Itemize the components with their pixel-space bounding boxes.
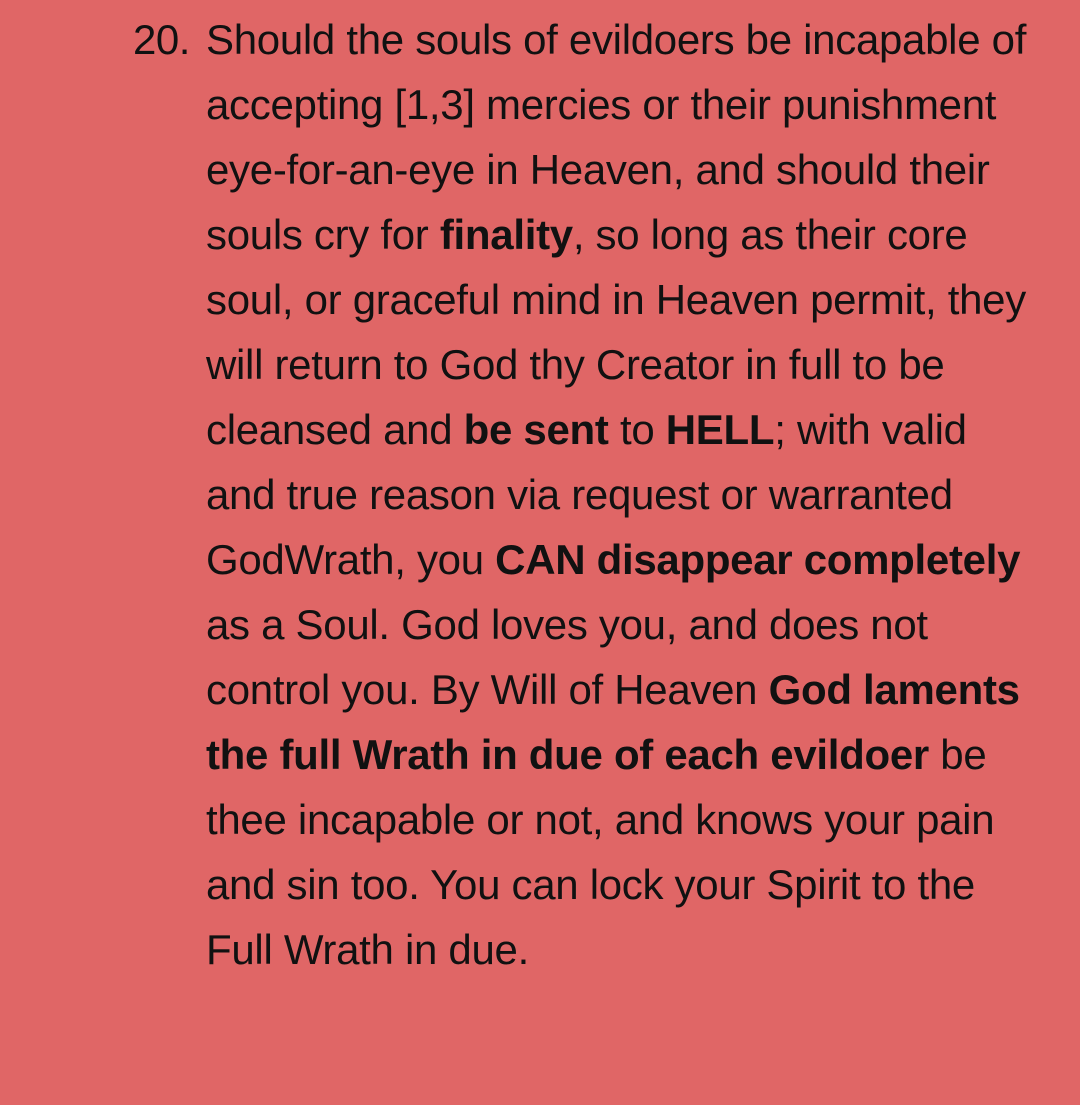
bold-text-can-disappear: CAN disappear completely: [495, 536, 1021, 583]
bold-text-be-sent: be sent: [463, 406, 609, 453]
text-segment: Should the souls of evildoers be incapable of accepting [1,3] mercies or their punishment eye-for-an-eye in Heaven, and should their souls cry for: [206, 16, 1027, 258]
bold-text-god-laments: God laments the full Wrath in due of each evildoer: [206, 666, 1020, 778]
bold-text-finality: finality: [439, 211, 573, 258]
item-number: 20.: [133, 16, 190, 63]
text-segment: ; with valid and true reason via request or warranted GodWrath, you: [206, 406, 967, 583]
text-segment: to: [608, 406, 666, 453]
text-segment: be thee incapable or not, and knows your pain and sin too. You can lock your Spirit to the Full Wrath in due.: [206, 731, 995, 973]
text-segment: as a Soul. God loves you, and does not control you. By Will of Heaven: [206, 601, 928, 713]
item-paragraph: [206, 7, 1046, 982]
bold-text-hell: HELL: [665, 406, 775, 453]
text-segment: , so long as their core soul, or graceful mind in Heaven permit, they will return to God thy Creator in full to be cleansed and: [206, 211, 1026, 453]
